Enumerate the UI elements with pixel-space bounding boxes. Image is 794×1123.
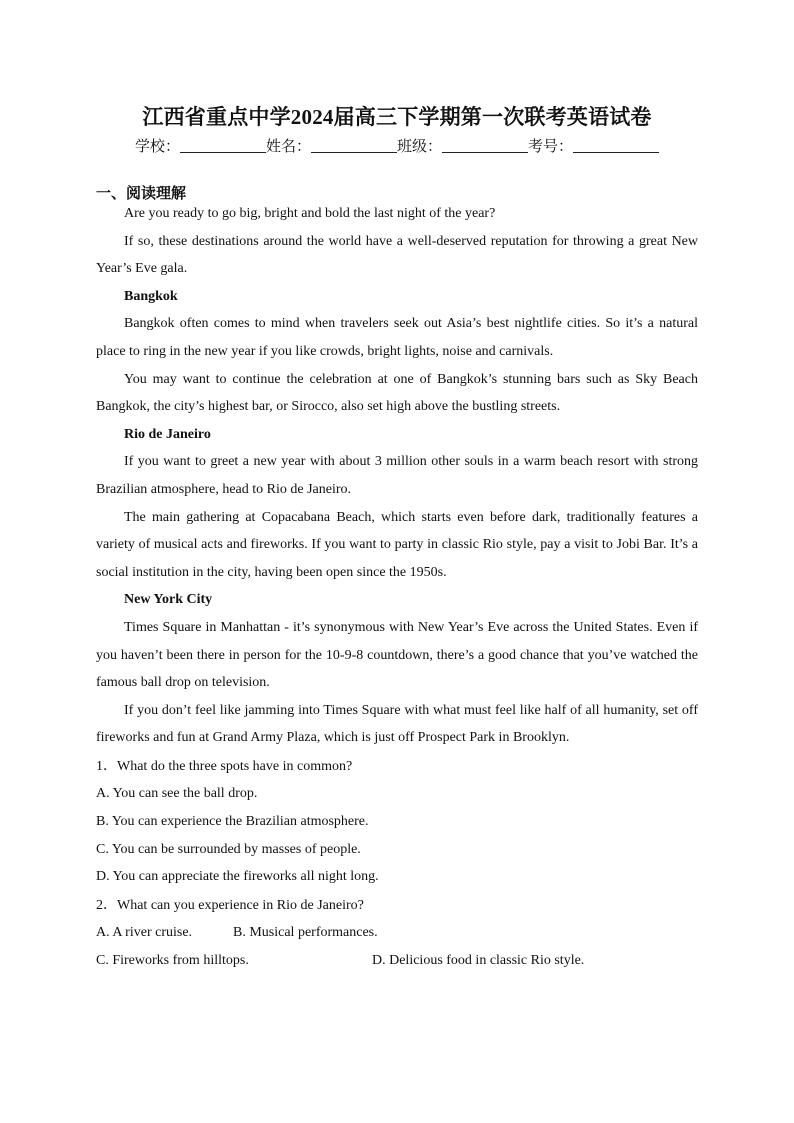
exam-number-blank[interactable]	[573, 138, 659, 153]
passage-paragraph: Times Square in Manhattan - it’s synonymous with New Year’s Eve across the United States. Even if you haven’t been there in person for the 10-9-8 countdown, there’s a good chance that you’ve watched the famous ball drop on television.	[96, 619, 698, 691]
exam-number-label: 考号：	[528, 139, 574, 155]
options-row	[96, 947, 698, 975]
class-blank[interactable]	[442, 138, 528, 153]
passage-paragraph: If so, these destinations around the world have a well-deserved reputation for throwing a great New Year’s Eve gala.	[96, 233, 698, 277]
passage-paragraph: You may want to continue the celebration at one of Bangkok’s stunning bars such as Sky Beach Bangkok, the city’s highest bar, or Sirocco, also set high above the bustling streets.	[96, 371, 698, 415]
answer-option[interactable]: B. You can experience the Brazilian atmosphere.	[96, 814, 369, 830]
passage-paragraph: Bangkok often comes to mind when travelers seek out Asia’s best nightlife cities. So it’s a natural place to ring in the new year if you like crowds, bright lights, noise and carnivals.	[96, 316, 698, 359]
answer-option[interactable]: C. Fireworks from hilltops.	[96, 953, 249, 969]
name-blank[interactable]	[311, 138, 397, 153]
school-label: 学校：	[134, 139, 180, 155]
answer-option[interactable]: A. A river cruise.	[96, 925, 193, 941]
passage-paragraph: Are you ready to go big, bright and bold the last night of the year?	[124, 206, 496, 221]
answer-option[interactable]: B. Musical performances.	[233, 925, 378, 941]
answer-option[interactable]: D. Delicious food in classic Rio style.	[372, 953, 585, 969]
school-blank[interactable]	[180, 138, 266, 153]
options-row	[96, 919, 698, 947]
section-heading: 一、阅读理解	[96, 186, 187, 202]
passage-paragraph: If you don’t feel like jamming into Times Square with what must feel like half of all humanity, set off fireworks and fun at Grand Army Plaza, which is just off Prospect Park in Brooklyn.	[96, 702, 698, 746]
answer-option[interactable]: A. You can see the ball drop.	[96, 786, 258, 802]
student-info-line	[0, 135, 794, 156]
name-label: 姓名：	[265, 139, 311, 155]
passage-paragraph: The main gathering at Copacabana Beach, which starts even before dark, traditionally features a variety of musical acts and fireworks. If you want to party in classic Rio style, pay a visit to Jobi Bar. It’s a social institution in the city, having been open since the 1950s.	[96, 509, 698, 580]
passage-heading: New York City	[124, 592, 213, 608]
answer-option[interactable]: D. You can appreciate the fireworks all night long.	[96, 869, 379, 885]
exam-title: 江西省重点中学2024届高三下学期第一次联考英语试卷	[142, 105, 652, 129]
reading-content	[96, 200, 698, 975]
passage-heading: Rio de Janeiro	[124, 426, 211, 442]
class-label: 班级：	[397, 139, 443, 155]
question-stem: 1．What do the three spots have in common?	[96, 758, 353, 774]
question-stem: 2．What can you experience in Rio de Janeiro?	[96, 897, 364, 913]
answer-option[interactable]: C. You can be surrounded by masses of people.	[96, 841, 361, 857]
passage-heading: Bangkok	[124, 288, 178, 304]
passage-paragraph: If you want to greet a new year with about 3 million other souls in a warm beach resort with strong Brazilian atmosphere, head to Rio de Janeiro.	[96, 454, 698, 497]
